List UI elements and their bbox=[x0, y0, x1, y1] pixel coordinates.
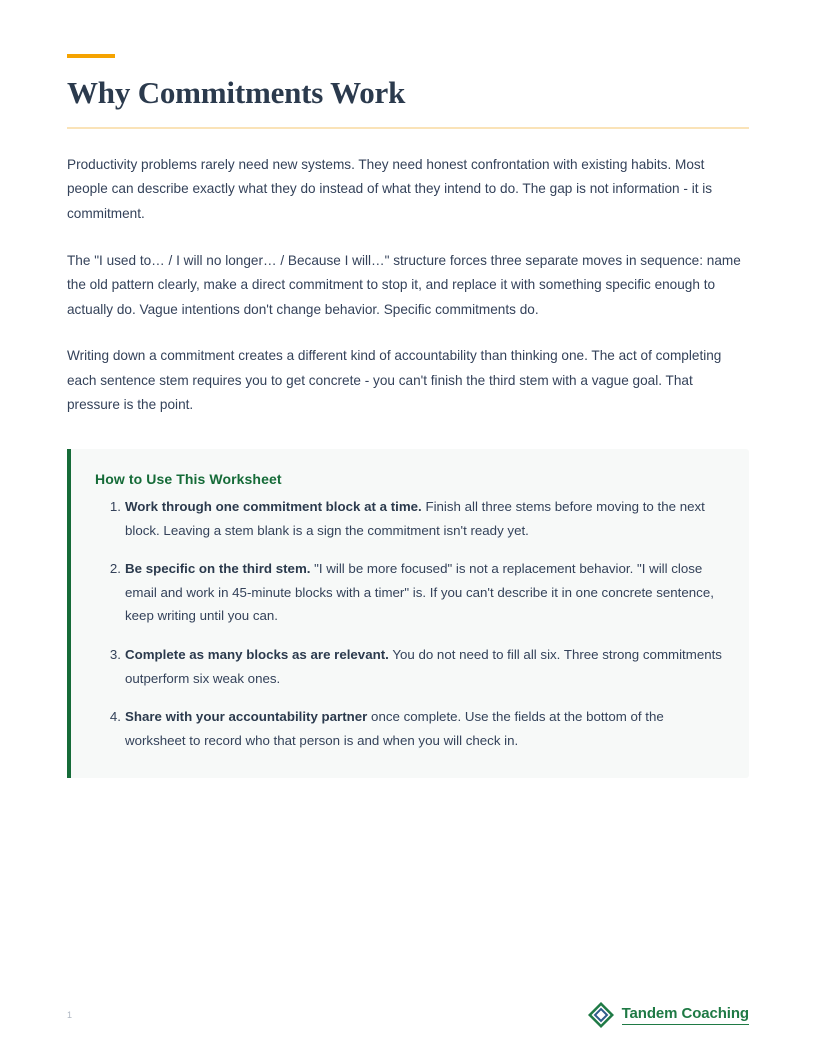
list-item bbox=[125, 705, 723, 752]
page-footer bbox=[67, 1002, 749, 1036]
list-item-lead: Be specific on the third stem. bbox=[125, 561, 311, 577]
list-item-lead: Share with your accountability partner bbox=[125, 709, 368, 725]
callout-title: How to Use This Worksheet bbox=[95, 471, 282, 488]
list-item-lead: Complete as many blocks as are relevant. bbox=[125, 647, 389, 663]
list-item-rest: Finish all three stems before moving to the next block. Leaving a stem blank is a sign the commitment isn't ready yet. bbox=[125, 499, 705, 538]
brand-logo bbox=[588, 1002, 749, 1028]
title-accent-bar bbox=[67, 54, 115, 58]
list-item bbox=[125, 643, 723, 690]
list-item-rest: "I will be more focused" is not a replacement behavior. "I will close email and work in 45-minute blocks with a timer" is. If you can't describe it in one concrete sentence, keep writing until you can. bbox=[125, 561, 714, 624]
body-paragraph-2: The "I used to… / I will no longer… / Because I will…" structure forces three separate moves in sequence: name the old pattern clearly, make a direct commitment to stop it, and replace it with something specific enough to actually do. Vague intentions don't change behavior. Specific commitments do. bbox=[67, 252, 741, 317]
page-title: Why Commitments Work bbox=[67, 75, 406, 110]
list-item bbox=[125, 557, 723, 628]
how-to-use-callout bbox=[67, 449, 749, 778]
list-item bbox=[125, 495, 723, 542]
body-paragraph-1: Productivity problems rarely need new systems. They need honest confrontation with existing habits. Most people can describe exactly what they do instead of what they intend to do. The gap is not information - it is commitment. bbox=[67, 156, 713, 221]
list-item-lead: Work through one commitment block at a time. bbox=[125, 499, 422, 515]
document-content bbox=[67, 0, 749, 778]
list-item-rest: once complete. Use the fields at the bottom of the worksheet to record who that person is and when you will check in. bbox=[125, 709, 664, 748]
page-number: 1 bbox=[67, 1010, 73, 1020]
brand-name: Tandem Coaching bbox=[622, 1005, 749, 1025]
list-item-rest: You do not need to fill all six. Three strong commitments outperform six weak ones. bbox=[125, 647, 722, 686]
tandem-diamond-icon bbox=[588, 1002, 614, 1028]
callout-instruction-list bbox=[95, 495, 723, 752]
body-paragraph-3: Writing down a commitment creates a different kind of accountability than thinking one. The act of completing each sentence stem requires you to get concrete - you can't finish the third stem with a vague goal. That pressure is the point. bbox=[67, 348, 722, 413]
